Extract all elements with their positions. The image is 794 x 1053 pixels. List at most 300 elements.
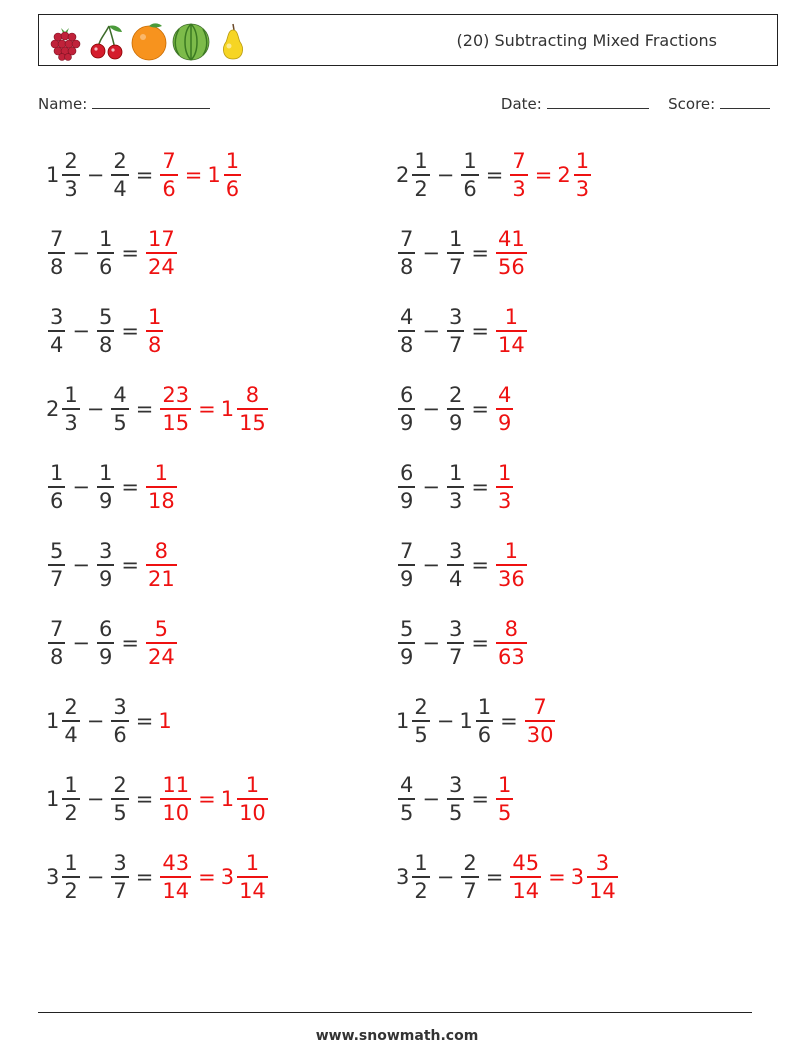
fraction <box>62 772 79 826</box>
answer-mixed <box>221 850 270 904</box>
subtrahend <box>95 226 116 280</box>
equals-sign: = <box>500 709 518 733</box>
fraction <box>97 616 114 670</box>
minus-sign: − <box>436 163 455 187</box>
fraction <box>146 226 177 280</box>
fraction <box>111 382 128 436</box>
answer-improper <box>494 460 515 514</box>
denominator: 4 <box>448 566 463 591</box>
denominator: 9 <box>400 644 414 669</box>
numerator: 8 <box>245 383 260 408</box>
answer <box>494 460 515 514</box>
denominator: 18 <box>147 488 175 513</box>
answer-improper <box>158 709 172 733</box>
subtrahend <box>445 226 466 280</box>
equals-sign: = <box>135 397 154 421</box>
minus-sign: − <box>86 709 105 733</box>
denominator: 3 <box>64 176 78 201</box>
denominator: 9 <box>98 488 113 513</box>
denominator: 6 <box>162 176 176 201</box>
subtrahend <box>445 304 466 358</box>
denominator: 5 <box>448 800 463 825</box>
fraction <box>111 148 128 202</box>
numerator: 1 <box>98 461 113 486</box>
minus-sign: − <box>422 631 440 655</box>
denominator: 8 <box>400 254 414 279</box>
fraction <box>62 148 79 202</box>
denominator: 6 <box>113 722 127 747</box>
equals-sign: = <box>471 475 489 499</box>
denominator: 7 <box>463 878 477 903</box>
numerator: 2 <box>64 695 78 720</box>
fraction <box>97 538 114 592</box>
minus-sign: − <box>72 241 90 265</box>
whole-number: 1 <box>220 397 235 421</box>
answer-improper <box>494 382 515 436</box>
equals-sign: = <box>485 163 504 187</box>
numerator: 5 <box>400 617 414 642</box>
fraction <box>398 226 415 280</box>
answer-improper <box>508 850 543 904</box>
numerator: 3 <box>113 695 127 720</box>
subtrahend <box>109 382 130 436</box>
minus-sign: − <box>72 631 90 655</box>
equals-sign: = <box>471 553 489 577</box>
numerator: 3 <box>448 617 463 642</box>
equals-sign: = <box>121 631 139 655</box>
fraction <box>237 772 268 826</box>
whole-number: 3 <box>46 865 60 889</box>
watermelon-icon <box>171 20 211 62</box>
fraction <box>574 148 591 202</box>
denominator: 2 <box>414 878 428 903</box>
fraction <box>587 850 618 904</box>
numerator: 2 <box>64 149 78 174</box>
numerator: 4 <box>400 305 414 330</box>
name-field <box>38 94 210 113</box>
name-blank[interactable] <box>92 94 210 109</box>
answer-equals-sign: = <box>184 163 203 187</box>
fraction <box>160 148 177 202</box>
denominator: 2 <box>64 800 78 825</box>
answer <box>158 850 269 904</box>
answer-equals-sign: = <box>198 865 216 889</box>
numerator: 4 <box>400 773 414 798</box>
subtrahend <box>95 304 116 358</box>
numerator: 7 <box>400 539 414 564</box>
minuend <box>396 538 417 592</box>
orange-icon <box>129 20 169 62</box>
numerator: 8 <box>504 617 519 642</box>
whole-number: 3 <box>220 865 235 889</box>
whole-number: 1 <box>46 787 60 811</box>
numerator: 1 <box>245 851 260 876</box>
answer <box>158 382 269 436</box>
minus-sign: − <box>422 241 440 265</box>
denominator: 5 <box>113 410 127 435</box>
denominator: 3 <box>497 488 512 513</box>
subtrahend <box>445 460 466 514</box>
date-label: Date: <box>500 95 542 113</box>
answer-mixed <box>557 148 593 202</box>
answer <box>494 772 515 826</box>
answer-improper <box>494 304 529 358</box>
minus-sign: − <box>436 865 455 889</box>
answer-improper <box>158 772 193 826</box>
minuend <box>46 148 82 202</box>
answer-equals-sign: = <box>198 787 216 811</box>
minus-sign: − <box>86 397 105 421</box>
numerator: 1 <box>463 149 477 174</box>
denominator: 9 <box>400 566 414 591</box>
denominator: 9 <box>98 644 113 669</box>
minuend <box>396 772 417 826</box>
denominator: 30 <box>526 722 554 747</box>
denominator: 5 <box>414 722 428 747</box>
subtrahend <box>445 616 466 670</box>
denominator: 3 <box>575 176 590 201</box>
denominator: 9 <box>497 410 512 435</box>
answer-improper <box>144 616 179 670</box>
denominator: 6 <box>225 176 240 201</box>
numerator: 1 <box>497 461 512 486</box>
denominator: 21 <box>147 566 175 591</box>
fraction <box>398 382 415 436</box>
problem-11 <box>46 530 179 600</box>
fraction <box>398 304 415 358</box>
date-blank[interactable] <box>547 94 649 109</box>
answer <box>508 850 619 904</box>
minuend <box>46 460 67 514</box>
page-title: (20) Subtracting Mixed Fractions <box>456 31 717 50</box>
numerator: 3 <box>98 539 113 564</box>
numerator: 7 <box>400 227 414 252</box>
denominator: 4 <box>50 332 64 357</box>
numerator: 3 <box>50 305 64 330</box>
problem-13 <box>46 608 179 678</box>
numerator: 2 <box>463 851 477 876</box>
numerator: 45 <box>512 851 540 876</box>
minuend <box>396 694 432 748</box>
minuend <box>396 148 432 202</box>
equals-sign: = <box>135 163 154 187</box>
minuend <box>46 538 67 592</box>
fraction <box>160 382 191 436</box>
problem-7 <box>46 374 270 444</box>
numerator: 1 <box>414 149 428 174</box>
fraction <box>461 850 478 904</box>
equals-sign: = <box>135 709 154 733</box>
cherries-icon <box>87 20 127 62</box>
minuend <box>46 694 82 748</box>
equals-sign: = <box>471 787 489 811</box>
fraction <box>62 850 79 904</box>
fraction <box>160 772 191 826</box>
numerator: 6 <box>400 383 414 408</box>
answer-improper <box>508 148 529 202</box>
answer-mixed <box>571 850 620 904</box>
answer-equals-sign: = <box>198 397 216 421</box>
denominator: 56 <box>497 254 525 279</box>
fraction <box>97 226 114 280</box>
denominator: 5 <box>497 800 512 825</box>
subtrahend <box>109 148 130 202</box>
minus-sign: − <box>422 475 440 499</box>
score-label: Score: <box>668 95 716 113</box>
answer-mixed <box>221 772 270 826</box>
equals-sign: = <box>135 787 154 811</box>
fraction <box>510 850 541 904</box>
denominator: 7 <box>50 566 64 591</box>
fraction <box>160 850 191 904</box>
fraction <box>146 460 177 514</box>
denominator: 3 <box>512 176 526 201</box>
fraction <box>237 382 268 436</box>
equals-sign: = <box>121 319 139 343</box>
fraction <box>510 148 527 202</box>
fraction <box>111 772 128 826</box>
whole-number: 2 <box>557 163 571 187</box>
numerator: 1 <box>504 305 519 330</box>
answer-equals-sign: = <box>548 865 566 889</box>
numerator: 7 <box>50 227 64 252</box>
answer <box>494 382 515 436</box>
answer-improper <box>158 148 179 202</box>
numerator: 1 <box>50 461 64 486</box>
subtrahend <box>459 694 495 748</box>
numerator: 7 <box>533 695 547 720</box>
problem-12 <box>396 530 529 600</box>
numerator: 1 <box>154 461 169 486</box>
numerator: 1 <box>497 773 512 798</box>
minuend <box>396 226 417 280</box>
numerator: 11 <box>162 773 190 798</box>
answer <box>523 694 558 748</box>
problem-18 <box>396 764 515 834</box>
problem-2 <box>396 140 593 210</box>
whole-number: 1 <box>158 709 172 733</box>
problem-4 <box>396 218 529 288</box>
fraction <box>398 616 415 670</box>
answer <box>158 709 172 733</box>
denominator: 15 <box>162 410 190 435</box>
fraction <box>111 694 128 748</box>
denominator: 4 <box>64 722 78 747</box>
denominator: 10 <box>162 800 190 825</box>
fraction <box>412 694 429 748</box>
subtrahend <box>95 616 116 670</box>
numerator: 7 <box>50 617 64 642</box>
numerator: 2 <box>448 383 463 408</box>
answer-improper <box>158 382 193 436</box>
numerator: 1 <box>147 305 162 330</box>
numerator: 3 <box>448 773 463 798</box>
denominator: 14 <box>497 332 525 357</box>
fruit-icons <box>45 20 253 62</box>
denominator: 3 <box>64 410 78 435</box>
footer-divider <box>38 1012 752 1013</box>
fraction <box>62 694 79 748</box>
denominator: 7 <box>448 644 463 669</box>
denominator: 8 <box>147 332 162 357</box>
fraction <box>412 148 429 202</box>
problem-17 <box>46 764 270 834</box>
problem-16 <box>396 686 557 756</box>
numerator: 1 <box>98 227 113 252</box>
minus-sign: − <box>422 319 440 343</box>
footer-url: www.snowmath.com <box>315 1028 479 1044</box>
answer-improper <box>523 694 558 748</box>
equals-sign: = <box>471 241 489 265</box>
denominator: 6 <box>50 488 64 513</box>
numerator: 2 <box>113 149 127 174</box>
answer-improper <box>494 772 515 826</box>
denominator: 9 <box>448 410 463 435</box>
answer <box>144 460 179 514</box>
fraction <box>461 148 478 202</box>
answer <box>158 148 243 202</box>
problem-3 <box>46 218 179 288</box>
denominator: 4 <box>113 176 127 201</box>
denominator: 10 <box>239 800 266 825</box>
problem-5 <box>46 296 165 366</box>
raspberry-icon <box>45 20 85 62</box>
numerator: 3 <box>595 851 610 876</box>
fraction <box>496 382 513 436</box>
fraction <box>496 304 527 358</box>
fraction <box>447 304 464 358</box>
numerator: 1 <box>448 227 463 252</box>
numerator: 6 <box>400 461 414 486</box>
denominator: 9 <box>98 566 113 591</box>
numerator: 7 <box>512 149 526 174</box>
denominator: 63 <box>497 644 525 669</box>
answer-equals-sign: = <box>534 163 553 187</box>
denominator: 9 <box>400 488 414 513</box>
answer-improper <box>494 616 529 670</box>
fraction <box>398 772 415 826</box>
numerator: 2 <box>113 773 127 798</box>
minus-sign: − <box>86 865 105 889</box>
numerator: 1 <box>64 773 78 798</box>
answer-improper <box>158 850 193 904</box>
minuend <box>46 304 67 358</box>
fraction <box>62 382 79 436</box>
numerator: 1 <box>504 539 519 564</box>
numerator: 23 <box>162 383 190 408</box>
numerator: 17 <box>147 227 175 252</box>
minuend <box>46 616 67 670</box>
whole-number: 1 <box>459 709 473 733</box>
denominator: 2 <box>414 176 428 201</box>
minus-sign: − <box>422 787 440 811</box>
minuend <box>396 304 417 358</box>
numerator: 41 <box>497 227 525 252</box>
subtrahend <box>445 382 466 436</box>
numerator: 1 <box>414 851 428 876</box>
fraction <box>111 850 128 904</box>
subtrahend <box>445 538 466 592</box>
minus-sign: − <box>436 709 455 733</box>
subtrahend <box>109 694 130 748</box>
fraction <box>525 694 556 748</box>
denominator: 2 <box>64 878 78 903</box>
denominator: 6 <box>463 176 477 201</box>
answer <box>158 772 269 826</box>
minuend <box>396 382 417 436</box>
denominator: 15 <box>239 410 266 435</box>
numerator: 1 <box>64 383 78 408</box>
numerator: 8 <box>154 539 169 564</box>
subtrahend <box>445 772 466 826</box>
minuend <box>46 850 82 904</box>
equals-sign: = <box>471 319 489 343</box>
problem-6 <box>396 296 529 366</box>
minuend <box>46 382 82 436</box>
numerator: 5 <box>50 539 64 564</box>
minus-sign: − <box>422 553 440 577</box>
numerator: 1 <box>575 149 590 174</box>
problem-19 <box>46 842 270 912</box>
minus-sign: − <box>422 397 440 421</box>
subtrahend <box>109 850 130 904</box>
minus-sign: − <box>72 319 90 343</box>
answer <box>508 148 593 202</box>
numerator: 4 <box>497 383 512 408</box>
equals-sign: = <box>121 241 139 265</box>
minus-sign: − <box>86 787 105 811</box>
minuend <box>396 850 432 904</box>
whole-number: 1 <box>207 163 221 187</box>
subtrahend <box>459 850 480 904</box>
fraction <box>224 148 241 202</box>
answer-improper <box>144 304 165 358</box>
whole-number: 1 <box>46 709 60 733</box>
fraction <box>447 382 464 436</box>
denominator: 5 <box>400 800 414 825</box>
fraction <box>496 772 513 826</box>
equals-sign: = <box>121 553 139 577</box>
denominator: 24 <box>147 644 175 669</box>
fraction <box>48 304 65 358</box>
answer-improper <box>494 226 529 280</box>
fraction <box>48 226 65 280</box>
denominator: 8 <box>50 254 64 279</box>
numerator: 2 <box>414 695 428 720</box>
answer-improper <box>494 538 529 592</box>
fraction <box>476 694 493 748</box>
problem-10 <box>396 452 515 522</box>
fraction <box>447 616 464 670</box>
fraction <box>496 616 527 670</box>
whole-number: 1 <box>46 163 60 187</box>
equals-sign: = <box>485 865 504 889</box>
answer <box>144 226 179 280</box>
denominator: 8 <box>98 332 113 357</box>
minus-sign: − <box>86 163 105 187</box>
answer-improper <box>144 538 179 592</box>
score-blank[interactable] <box>720 94 770 109</box>
answer <box>144 304 165 358</box>
answer <box>494 304 529 358</box>
minuend <box>46 772 82 826</box>
answer <box>494 226 529 280</box>
minus-sign: − <box>72 475 90 499</box>
answer <box>494 616 529 670</box>
minuend <box>46 226 67 280</box>
problem-14 <box>396 608 529 678</box>
denominator: 36 <box>497 566 525 591</box>
